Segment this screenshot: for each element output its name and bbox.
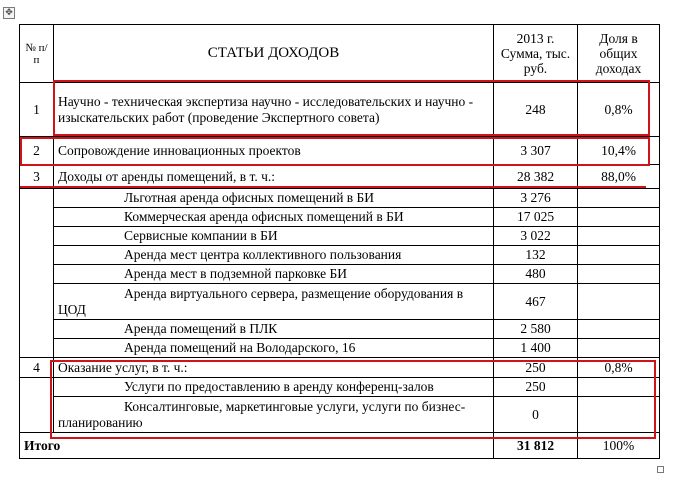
row-num-empty — [20, 227, 54, 246]
row-share-empty — [578, 284, 660, 320]
row-sum: 248 — [494, 83, 578, 137]
table-row — [20, 137, 660, 165]
row-num: 2 — [20, 137, 54, 165]
table-header-row — [20, 25, 660, 83]
row-sum: 3 276 — [494, 189, 578, 208]
total-share: 100% — [578, 433, 660, 459]
row-label: Аренда мест в подземной парковке БИ — [54, 265, 494, 284]
header-num: № п/п — [20, 25, 54, 83]
row-share: 0,8% — [578, 83, 660, 137]
row-num-empty — [20, 284, 54, 320]
table-row — [20, 246, 660, 265]
row-share-empty — [578, 189, 660, 208]
row-label: Аренда помещений в ПЛК — [54, 320, 494, 339]
row-num: 3 — [20, 165, 54, 189]
row-num-empty — [20, 265, 54, 284]
row-num-empty — [20, 246, 54, 265]
table-row — [20, 397, 660, 433]
header-share: Доля в общих доходах — [578, 25, 660, 83]
row-sum: 132 — [494, 246, 578, 265]
row-sum: 3 022 — [494, 227, 578, 246]
row-label: Льготная аренда офисных помещений в БИ — [54, 189, 494, 208]
header-sum: 2013 г. Сумма, тыс. руб. — [494, 25, 578, 83]
row-num-empty — [20, 339, 54, 358]
total-sum: 31 812 — [494, 433, 578, 459]
row-share: 88,0% — [578, 165, 660, 189]
table-row — [20, 284, 660, 320]
row-label: Сопровождение инновационных проектов — [54, 137, 494, 165]
table-row — [20, 339, 660, 358]
total-row — [20, 433, 660, 459]
row-num: 4 — [20, 358, 54, 378]
row-share-empty — [578, 378, 660, 397]
row-share-empty — [578, 339, 660, 358]
row-label: Консалтинговые, маркетинговые услуги, услуги по бизнес-планированию — [54, 397, 494, 433]
table-resize-handle-icon[interactable] — [657, 466, 664, 473]
income-table — [19, 24, 660, 459]
row-label: Аренда помещений на Володарского, 16 — [54, 339, 494, 358]
total-label: Итого — [20, 433, 494, 459]
row-label: Доходы от аренды помещений, в т. ч.: — [54, 165, 494, 189]
table-row — [20, 165, 660, 189]
table-row — [20, 358, 660, 378]
highlight-underline-row-3 — [20, 186, 646, 188]
row-label: Научно - техническая экспертиза научно - исследовательских и научно - изыскательских работ (проведение Экспертного совета) — [54, 83, 494, 137]
row-label: Услуги по предоставлению в аренду конференц-залов — [54, 378, 494, 397]
row-label: Аренда виртуального сервера, размещение оборудования в ЦОД — [54, 284, 494, 320]
row-num-empty — [20, 397, 54, 433]
row-sum: 17 025 — [494, 208, 578, 227]
row-label: Коммерческая аренда офисных помещений в БИ — [54, 208, 494, 227]
table-row — [20, 265, 660, 284]
row-sum: 0 — [494, 397, 578, 433]
row-share-empty — [578, 208, 660, 227]
header-title: СТАТЬИ ДОХОДОВ — [54, 25, 494, 83]
row-sum: 1 400 — [494, 339, 578, 358]
row-num-empty — [20, 208, 54, 227]
row-sum: 28 382 — [494, 165, 578, 189]
table-row — [20, 378, 660, 397]
row-sum: 2 580 — [494, 320, 578, 339]
row-num: 1 — [20, 83, 54, 137]
table-row — [20, 227, 660, 246]
row-share: 10,4% — [578, 137, 660, 165]
row-num-empty — [20, 189, 54, 208]
row-share-empty — [578, 227, 660, 246]
row-num-empty — [20, 378, 54, 397]
row-share: 0,8% — [578, 358, 660, 378]
row-share-empty — [578, 397, 660, 433]
table-row — [20, 320, 660, 339]
table-row — [20, 189, 660, 208]
row-num-empty — [20, 320, 54, 339]
row-share-empty — [578, 246, 660, 265]
table-row — [20, 83, 660, 137]
row-label: Сервисные компании в БИ — [54, 227, 494, 246]
table-row — [20, 208, 660, 227]
row-sum: 250 — [494, 358, 578, 378]
row-sum: 250 — [494, 378, 578, 397]
row-share-empty — [578, 265, 660, 284]
row-share-empty — [578, 320, 660, 339]
row-sum: 480 — [494, 265, 578, 284]
row-sum: 3 307 — [494, 137, 578, 165]
row-label: Оказание услуг, в т. ч.: — [54, 358, 494, 378]
row-label: Аренда мест центра коллективного пользования — [54, 246, 494, 265]
row-sum: 467 — [494, 284, 578, 320]
table-move-handle-icon[interactable]: ✥ — [3, 7, 15, 19]
